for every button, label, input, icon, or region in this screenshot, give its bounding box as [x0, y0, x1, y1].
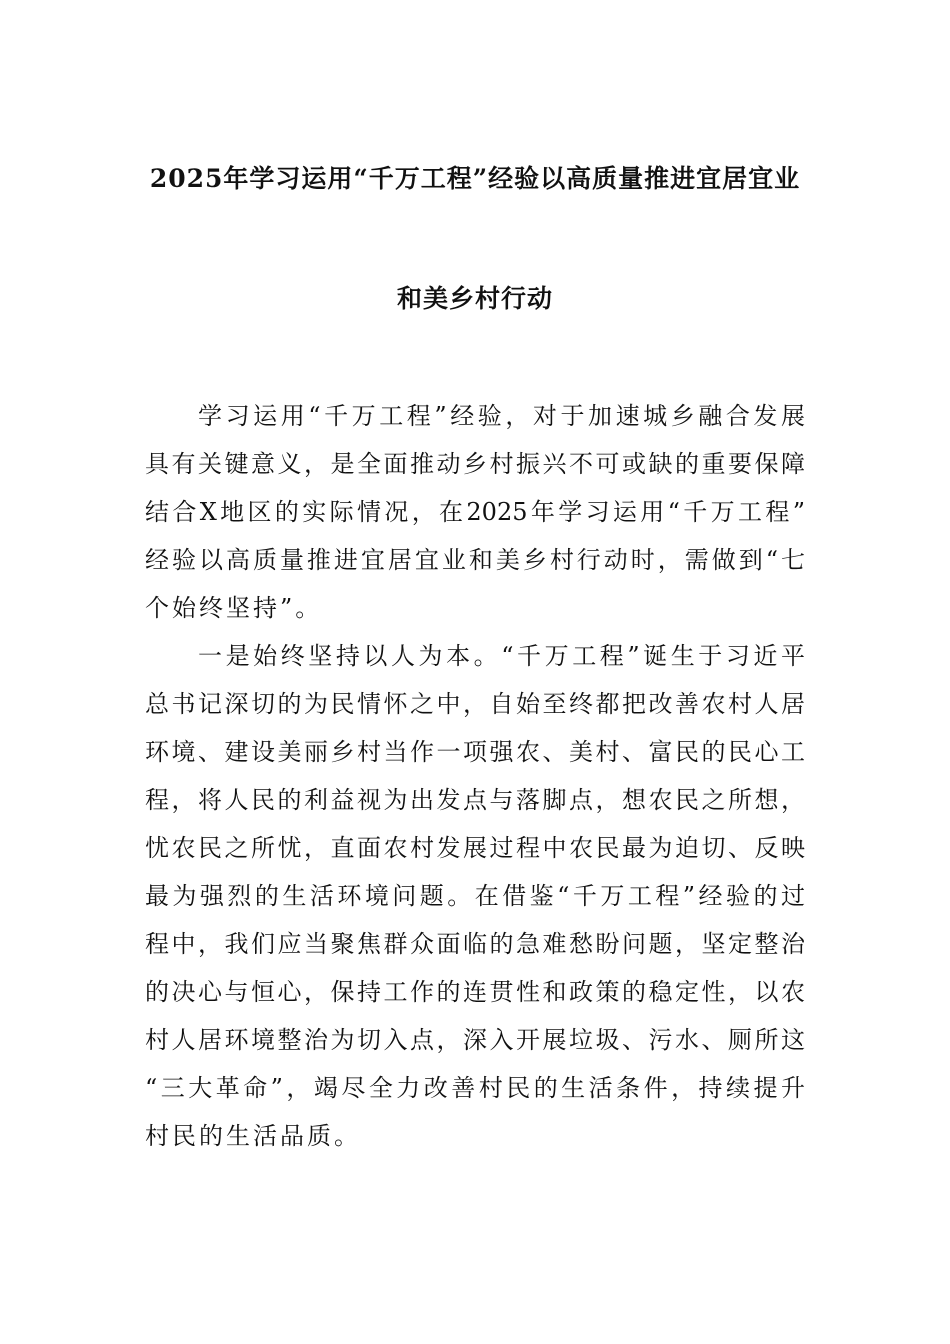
document-title-line-1: 2025年学习运用“千万工程”经验以高质量推进宜居宜业: [149, 164, 801, 193]
paragraph-line: 学习运用“千万工程”经验，对于加速城乡融合发展: [198, 402, 805, 430]
paragraph-line: 经验以高质量推进宜居宜业和美乡村行动时，需做到“七: [145, 546, 805, 574]
paragraph-line: 最为强烈的生活环境问题。在借鉴“千万工程”经验的过: [145, 882, 805, 910]
paragraph-line: 总书记深切的为民情怀之中，自始至终都把改善农村人居: [145, 690, 805, 718]
paragraph-line: 程中，我们应当聚焦群众面临的急难愁盼问题，坚定整治: [145, 930, 805, 958]
paragraph-line: 结合X地区的实际情况，在2025年学习运用“千万工程”: [145, 498, 805, 526]
document-title-line-2: 和美乡村行动: [396, 284, 553, 313]
paragraph-line: 环境、建设美丽乡村当作一项强农、美村、富民的民心工: [145, 738, 805, 766]
paragraph-line: 村民的生活品质。: [145, 1122, 361, 1150]
paragraph-line: 一是始终坚持以人为本。“千万工程”诞生于习近平: [198, 642, 805, 670]
paragraph-line: 忧农民之所忧，直面农村发展过程中农民最为迫切、反映: [145, 834, 805, 862]
paragraph-line: “三大革命”，竭尽全力改善村民的生活条件，持续提升: [145, 1074, 805, 1102]
paragraph-line: 的决心与恒心，保持工作的连贯性和政策的稳定性，以农: [145, 978, 805, 1006]
paragraph-line: 村人居环境整治为切入点，深入开展垃圾、污水、厕所这: [145, 1026, 805, 1054]
paragraph-line: 具有关键意义，是全面推动乡村振兴不可或缺的重要保障: [145, 450, 805, 478]
paragraph-line: 程，将人民的利益视为出发点与落脚点，想农民之所想，: [145, 786, 805, 814]
paragraph-line: 个始终坚持”。: [145, 594, 323, 622]
